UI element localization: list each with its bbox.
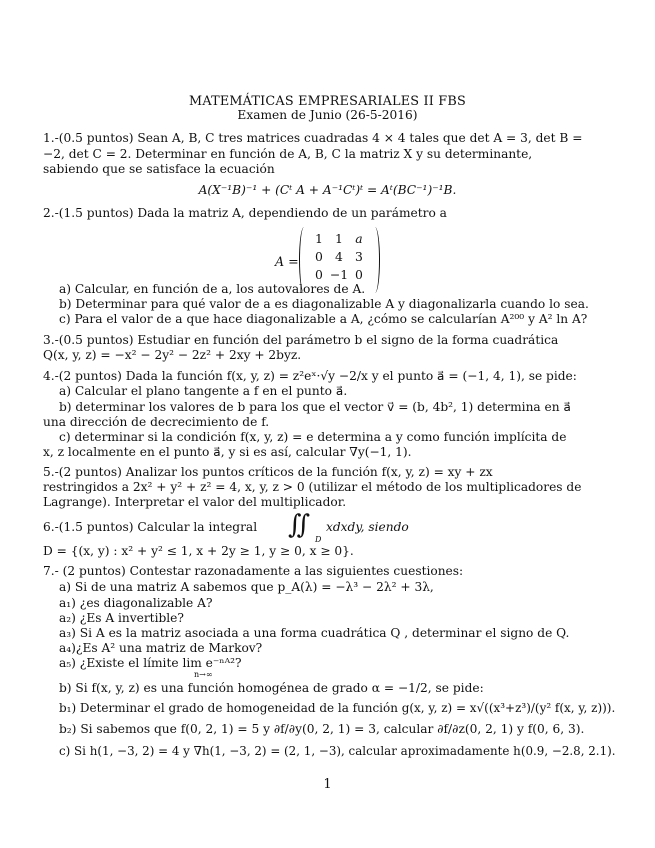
matrix-cell: −1 [329,267,349,282]
q3-line2: Q(x, y, z) = −x² − 2y² − 2z² + 2xy + 2byz. [43,348,302,362]
q7-c: c) Si h(1, −3, 2) = 4 y ∇h(1, −3, 2) = (2, 1, −3), calcular aproximadamente h(0.9, −2.8, 2.1). [59,744,616,758]
matrix-cell: 0 [315,267,323,282]
q1-line3: sabiendo que se satisface la ecuación [43,162,275,176]
exam-subtitle: Examen de Junio (26-5-2016) [237,108,418,122]
matrix-cell: 3 [355,249,363,264]
q5-line2: restringidos a 2x² + y² + z² = 4, x, y, z > 0 (utilizar el método de los multiplicadores de [43,480,582,494]
q4-a: a) Calcular el plano tangente a f en el punto a⃗. [59,384,348,398]
matrix-cell: 1 [315,231,323,246]
matrix-label: A = [275,254,299,269]
q7-a1: a₁) ¿es diagonalizable A? [59,596,213,610]
matrix-cell: 0 [355,267,363,282]
q1-line1: 1.-(0.5 puntos) Sean A, B, C tres matrices cuadradas 4 × 4 tales que det A = 3, det B = [43,131,583,145]
q7-b2: b₂) Si sabemos que f(0, 2, 1) = 5 y ∂f/∂y(0, 2, 1) = 3, calcular ∂f/∂z(0, 2, 1) y f(0, 6, 3). [59,722,585,736]
q5-line3: Lagrange). Interpretar el valor del multiplicador. [43,495,347,509]
q4-b1: b) determinar los valores de b para los que el vector v⃗ = (b, 4b², 1) determina en a⃗ [59,400,571,414]
matrix-cell: 4 [335,249,343,264]
q4-b2: una dirección de decrecimiento de f. [43,415,270,429]
page-number: 1 [323,777,332,792]
q4-c1: c) determinar si la condición f(x, y, z) = e determina a y como función implícita de [59,430,567,444]
q7-b: b) Si f(x, y, z) es una función homogénea de grado α = −1/2, se pide: [59,681,484,695]
q7-a3: a₃) Si A es la matriz asociada a una forma cuadrática Q , determinar el signo de Q. [59,626,570,640]
q3-line1: 3.-(0.5 puntos) Estudiar en función del parámetro b el signo de la forma cuadrática [43,333,559,347]
q2-c: c) Para el valor de a que hace diagonalizable a A, ¿cómo se calcularían A²⁰⁰ y A² ln A? [59,312,588,326]
q4-intro: 4.-(2 puntos) Dada la función f(x, y, z) = z²eˣ·√y −2/x y el punto a⃗ = (−1, 4, 1), se pide: [43,369,577,383]
q5-line1: 5.-(2 puntos) Analizar los puntos críticos de la función f(x, y, z) = xy + zx [43,465,493,479]
q7-b1: b₁) Determinar el grado de homogeneidad de la función g(x, y, z) = x√((x³+z³)/(y² f(x, y, z))). [59,701,616,715]
q6-domain: D = {(x, y) : x² + y² ≤ 1, x + 2y ≥ 1, y ≥ 0, x ≥ 0}. [43,544,354,558]
q6-integrand: xdxdy, siendo [326,520,409,534]
matrix-cell: 0 [315,249,323,264]
q7-a: a) Si de una matriz A sabemos que p_A(λ) = −λ³ − 2λ² + 3λ, [59,580,434,594]
q7-a5: a₅) ¿Existe el límite lim e⁻ⁿᴬ²? [59,656,242,670]
q6-lead: 6.-(1.5 puntos) Calcular la integral [43,520,258,534]
q7-a2: a₂) ¿Es A invertible? [59,611,184,625]
q1-line2: −2, det C = 2. Determinar en función de A, B, C la matriz X y su determinante, [43,147,533,161]
limit-subscript: n→∞ [194,670,213,679]
matrix-cell: a [355,231,363,246]
q7-intro: 7.- (2 puntos) Contestar razonadamente a las siguientes cuestiones: [43,564,464,578]
exam-title: MATEMÁTICAS EMPRESARIALES II FBS [189,94,466,109]
q7-a4: a₄)¿Es A² una matriz de Markov? [59,641,263,655]
q2-intro: 2.-(1.5 puntos) Dada la matriz A, dependiendo de un parámetro a [43,206,447,220]
q1-equation: A(X⁻¹B)⁻¹ + (Cᵗ A + A⁻¹Cᵗ)ᵗ = Aᵗ(BC⁻¹)⁻¹B. [198,183,457,197]
double-integral-sign: ∬ [288,510,311,540]
right-paren [370,227,380,293]
matrix-cell: 1 [335,231,343,246]
q2-a: a) Calcular, en función de a, los autovalores de A. [59,282,366,296]
q4-c2: x, z localmente en el punto a⃗, y si es así, calcular ∇y(−1, 1). [43,445,412,459]
q2-b: b) Determinar para qué valor de a es diagonalizable A y diagonalizarla cuando lo sea. [59,297,589,311]
integral-domain: D [315,535,322,544]
